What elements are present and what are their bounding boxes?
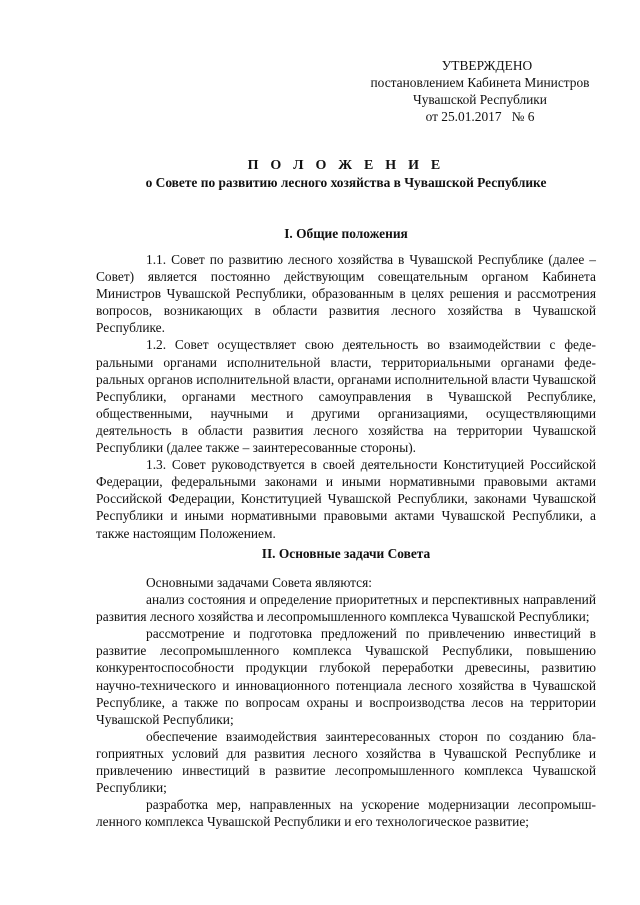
paragraph-1-1: 1.1. Совет по развитию лесного хозяйства в Чувашской Республике (далее – Совет) является постоянно действующим совещательным органом Кабинета Министров Чувашской Республики, образованным в целях решения и рассмотрения вопросов, возникающих в области развития лесного хозяйства в Чувашской Республике. <box>96 252 596 336</box>
document-subtitle: о Совете по развитию лесного хозяйства в Чувашской Республике <box>145 175 547 190</box>
paragraph-1-3: 1.3. Совет руководствуется в своей деятельности Конституцией Российской Федерации, федеральными законами и иными нормативными правовыми актами Российской Федерации, Конституцией Чувашской Республики, законами Чувашской Республики и иными нормативными правовыми актами Чувашской Республики, а также настоящим Положением. <box>96 457 596 541</box>
section-2-heading: II. Основные задачи Совета <box>261 546 431 561</box>
task-item-cooperation: обеспечение взаимодействия заинтересованных сторон по созданию благоприятных условий для развития лесного хозяйства в Чувашской Республике и привлечению инвестиций в развитие лесопромышленного комплекса Чувашской Республики; <box>96 728 596 796</box>
approval-republic: Чувашской Республики <box>413 92 547 107</box>
tasks-intro: Основными задачами Совета являются: <box>146 575 372 590</box>
document-title: П О Л О Ж Е Н И Е <box>247 158 445 173</box>
approval-date-number: от 25.01.2017 № 6 <box>425 109 535 124</box>
paragraph-1-2: 1.2. Совет осуществляет свою деятельность во взаимодействии с федеральными органами исполнительной власти, территориальными органами федеральных органов исполнительной власти, органами исполнительной власти Чувашской Республики, органами местного самоуправления в Чувашской Республике, общественными, научными и другими организациями, осуществляющими деятельность в области развития лесного хозяйства на территории Чувашской Республики (далее также – заинтересованные стороны). <box>96 337 596 456</box>
section-2-body <box>96 574 596 830</box>
approval-stamp <box>360 57 600 125</box>
task-item-investment: рассмотрение и подготовка предложений по привлечению инвестиций в развитие лесопромышленного комплекса Чувашской Республики, повышению конкурентоспособности продукции глубокой переработки древесины, развитию научно-технического и инновационного потенциала лесного хозяйства в Чувашской Республике, а также по вопросам охраны и воспроизводства лесов на территории Чувашской Республики; <box>96 626 596 727</box>
section-1-body <box>96 251 596 542</box>
task-item-analysis: анализ состояния и определение приоритетных и перспективных направлений развития лесного хозяйства и лесопромышленного комплекса Чувашской Республики; <box>96 592 596 625</box>
approval-authority: постановлением Кабинета Министров <box>370 75 590 90</box>
section-1-heading: I. Общие положения <box>284 226 408 241</box>
approval-heading: УТВЕРЖДЕНО <box>441 58 533 73</box>
task-item-modernization: разработка мер, направленных на ускорение модернизации лесопромышленного комплекса Чувашской Республики и его технологическое развитие; <box>96 797 596 830</box>
